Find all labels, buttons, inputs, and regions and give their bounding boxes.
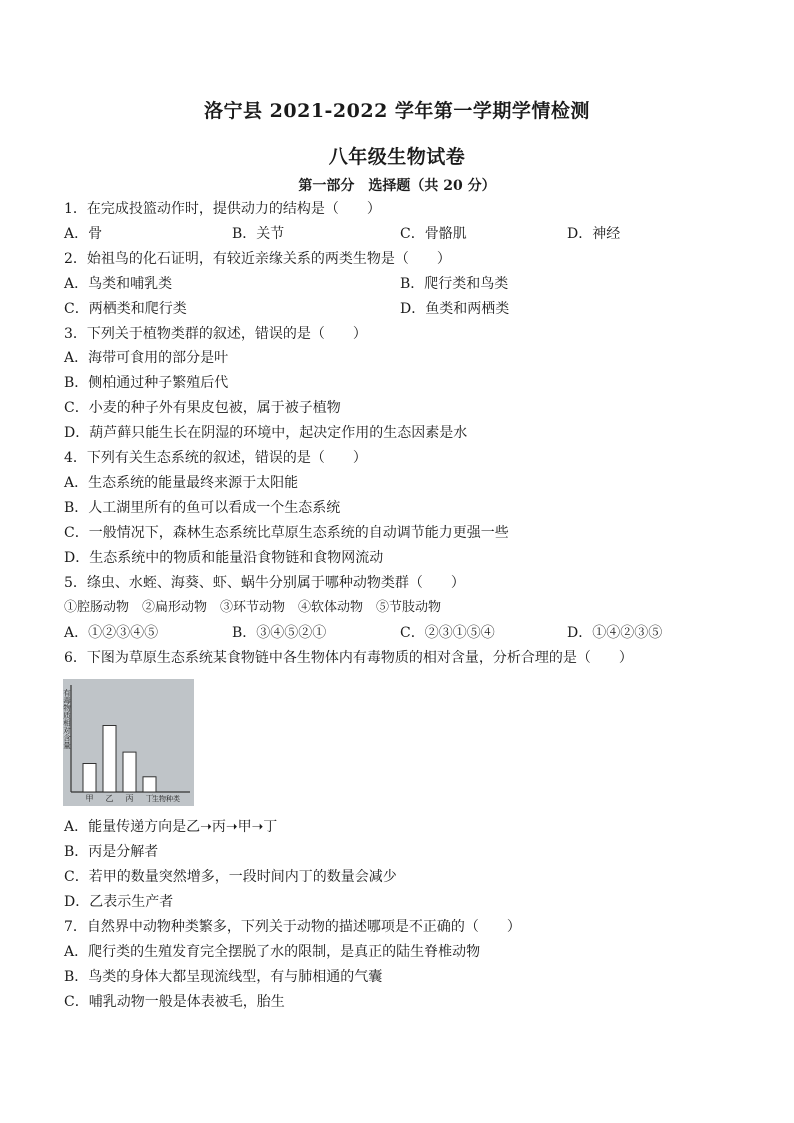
question-2-option-d: D．鱼类和两栖类 (400, 301, 510, 317)
y-axis-label: 有毒物质相对含量 (63, 689, 72, 749)
question-4-option-d: D．生态系统中的物质和能量沿食物链和食物网流动 (64, 550, 384, 566)
question-1-option-a: A．骨 (64, 226, 103, 242)
question-3-option-b: B．侧柏通过种子繁殖后代 (64, 375, 229, 391)
question-5-option-b: B．③④⑤②① (232, 625, 327, 641)
x-tick-label-0: 甲 (85, 794, 94, 803)
section-heading: 第一部分 选择题（共 20 分） (298, 178, 496, 194)
question-5-option-a: A．①②③④⑤ (64, 625, 159, 641)
toxin-bar-chart-svg (63, 679, 194, 806)
question-6-option-c: C．若甲的数量突然增多，一段时间内丁的数量会减少 (64, 869, 397, 885)
question-1-option-c: C．骨骼肌 (400, 226, 467, 242)
question-6-option-a: A．能量传递方向是乙➝丙➝甲➝丁 (64, 819, 278, 835)
question-4-option-c: C．一般情况下，森林生态系统比草原生态系统的自动调节能力更强一些 (64, 525, 509, 541)
question-5-option-d: D．①④②③⑤ (567, 625, 663, 641)
question-2-option-c: C．两栖类和爬行类 (64, 301, 187, 317)
question-4-option-b: B．人工湖里所有的鱼可以看成一个生态系统 (64, 500, 341, 516)
question-7-option-a: A．爬行类的生殖发育完全摆脱了水的限制，是真正的陆生脊椎动物 (64, 944, 481, 960)
bar-1 (103, 726, 116, 793)
question-2-option-b: B．爬行类和鸟类 (400, 276, 509, 292)
question-7-option-c: C．哺乳动物一般是体表被毛，胎生 (64, 994, 285, 1010)
question-6-stem: 6．下图为草原生态系统某食物链中各生物体内有毒物质的相对含量，分析合理的是（ ） (64, 650, 633, 666)
exam-subtitle: 八年级生物试卷 (328, 146, 466, 168)
question-3-option-a: A．海带可食用的部分是叶 (64, 350, 229, 366)
x-tick-label-1: 乙 (105, 794, 114, 803)
x-axis-label: 生物种类 (152, 795, 180, 803)
question-5-option-c: C．②③①⑤④ (400, 625, 495, 641)
toxin-bar-chart (63, 679, 194, 806)
question-4-stem: 4．下列有关生态系统的叙述，错误的是（ ） (64, 450, 367, 466)
exam-title: 洛宁县 2021-2022 学年第一学期学情检测 (204, 100, 590, 122)
question-5-note: ①腔肠动物 ②扁形动物 ③环节动物 ④软体动物 ⑤节肢动物 (64, 600, 442, 615)
question-6-option-d: D．乙表示生产者 (64, 894, 174, 910)
question-3-option-d: D．葫芦藓只能生长在阴湿的环境中，起决定作用的生态因素是水 (64, 425, 468, 441)
question-7-stem: 7．自然界中动物种类繁多，下列关于动物的描述哪项是不正确的（ ） (64, 919, 521, 935)
question-2-stem: 2．始祖鸟的化石证明，有较近亲缘关系的两类生物是（ ） (64, 251, 451, 267)
question-3-stem: 3．下列关于植物类群的叙述，错误的是（ ） (64, 326, 367, 342)
x-tick-labels (86, 794, 154, 803)
x-tick-label-2: 丙 (125, 794, 134, 803)
question-1-option-d: D．神经 (567, 226, 621, 242)
question-6-option-b: B．丙是分解者 (64, 844, 159, 860)
question-2-option-a: A．鸟类和哺乳类 (64, 276, 173, 292)
question-1-stem: 1．在完成投篮动作时，提供动力的结构是（ ） (64, 201, 381, 217)
bar-0 (83, 764, 96, 793)
bars-group (83, 726, 156, 793)
question-7-option-b: B．鸟类的身体大都呈现流线型，有与肺相通的气囊 (64, 969, 383, 985)
question-1-option-b: B．关节 (232, 226, 285, 242)
x-tick-label-3: 丁 (145, 794, 154, 803)
question-3-option-c: C．小麦的种子外有果皮包被，属于被子植物 (64, 400, 341, 416)
bar-3 (143, 777, 156, 792)
question-4-option-a: A．生态系统的能量最终来源于太阳能 (64, 475, 299, 491)
bar-2 (123, 752, 136, 792)
question-5-stem: 5．绦虫、水蛭、海葵、虾、蜗牛分别属于哪种动物类群（ ） (64, 575, 465, 591)
